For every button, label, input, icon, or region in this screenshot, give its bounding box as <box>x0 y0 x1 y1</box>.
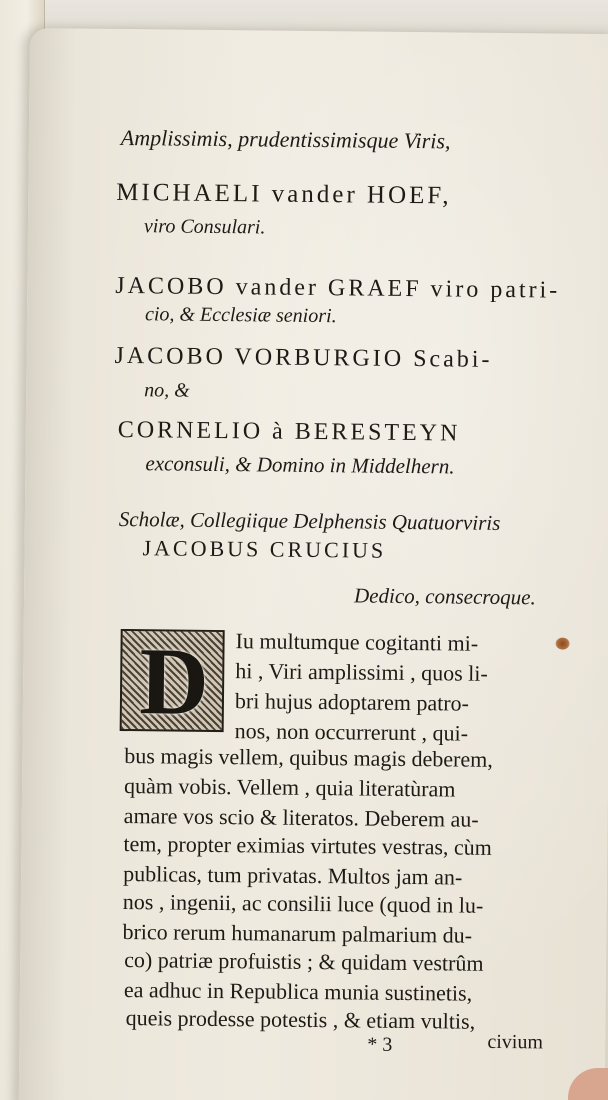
body-line: Iu multumque cogitanti mi- <box>235 628 479 656</box>
body-line: publicas, tum privatas. Multos jam an- <box>123 861 463 890</box>
body-line: nos , ingenii, ac consilii luce (quod in lu- <box>122 889 484 918</box>
body-line: quàm vobis. Vellem , quia literatùram <box>123 773 456 802</box>
book-page <box>19 28 608 1100</box>
dedicatee-name-2: JACOBO vander GRAEF viro patri- <box>115 272 561 304</box>
dedicatee-title-4: exconsuli, & Domino in Middelhern. <box>145 451 455 479</box>
dedicatee-name-4: CORNELIO à BERESTEYN <box>117 416 461 447</box>
catchword: civium <box>487 1030 544 1054</box>
dedicatee-name-1: MICHAELI vander HOEF, <box>116 178 452 210</box>
body-line: tem, propter eximias virtutes vestras, cùm <box>123 831 492 860</box>
body-line: bus magis vellem, quibus magis deberem, <box>124 743 493 772</box>
dedicatee-title-2: cio, & Ecclesiæ seniori. <box>144 303 337 328</box>
foxing-stain <box>556 638 570 650</box>
dedicatee-name-3: JACOBO VORBURGIO Scabi- <box>114 342 493 373</box>
body-line: bri hujus adoptarem patro- <box>234 688 470 716</box>
dedicatee-title-1: viro Consulari. <box>143 215 266 239</box>
body-line: ea adhuc in Republica munia sustinetis, <box>123 977 473 1006</box>
body-line: amare vos scio & literatos. Deberem au- <box>123 803 479 832</box>
body-line: hi , Viri amplissimi , quos li- <box>235 658 488 686</box>
body-line: nos, non occurrerunt , qui- <box>234 718 469 746</box>
dedication-closing: Dedico, consecroque. <box>353 583 536 610</box>
dedication-address: Amplissimis, prudentissimisque Viris, <box>120 124 451 154</box>
institution-line: Scholæ, Collegiique Delphensis Quatuorviris <box>118 506 501 535</box>
body-line: co) patriæ profuistis ; & quidam vestrûm <box>124 947 484 976</box>
signature-mark: * 3 <box>367 1033 393 1056</box>
decorated-initial <box>120 626 225 735</box>
dedicatee-title-3: no, & <box>144 379 190 402</box>
author-name: JACOBUS CRUCIUS <box>142 535 387 563</box>
body-line: queis prodesse potestis , & etiam vultis, <box>125 1005 476 1034</box>
body-line: brico rerum humanarum palmarium du- <box>122 919 473 948</box>
initial-letter: D <box>138 626 210 735</box>
